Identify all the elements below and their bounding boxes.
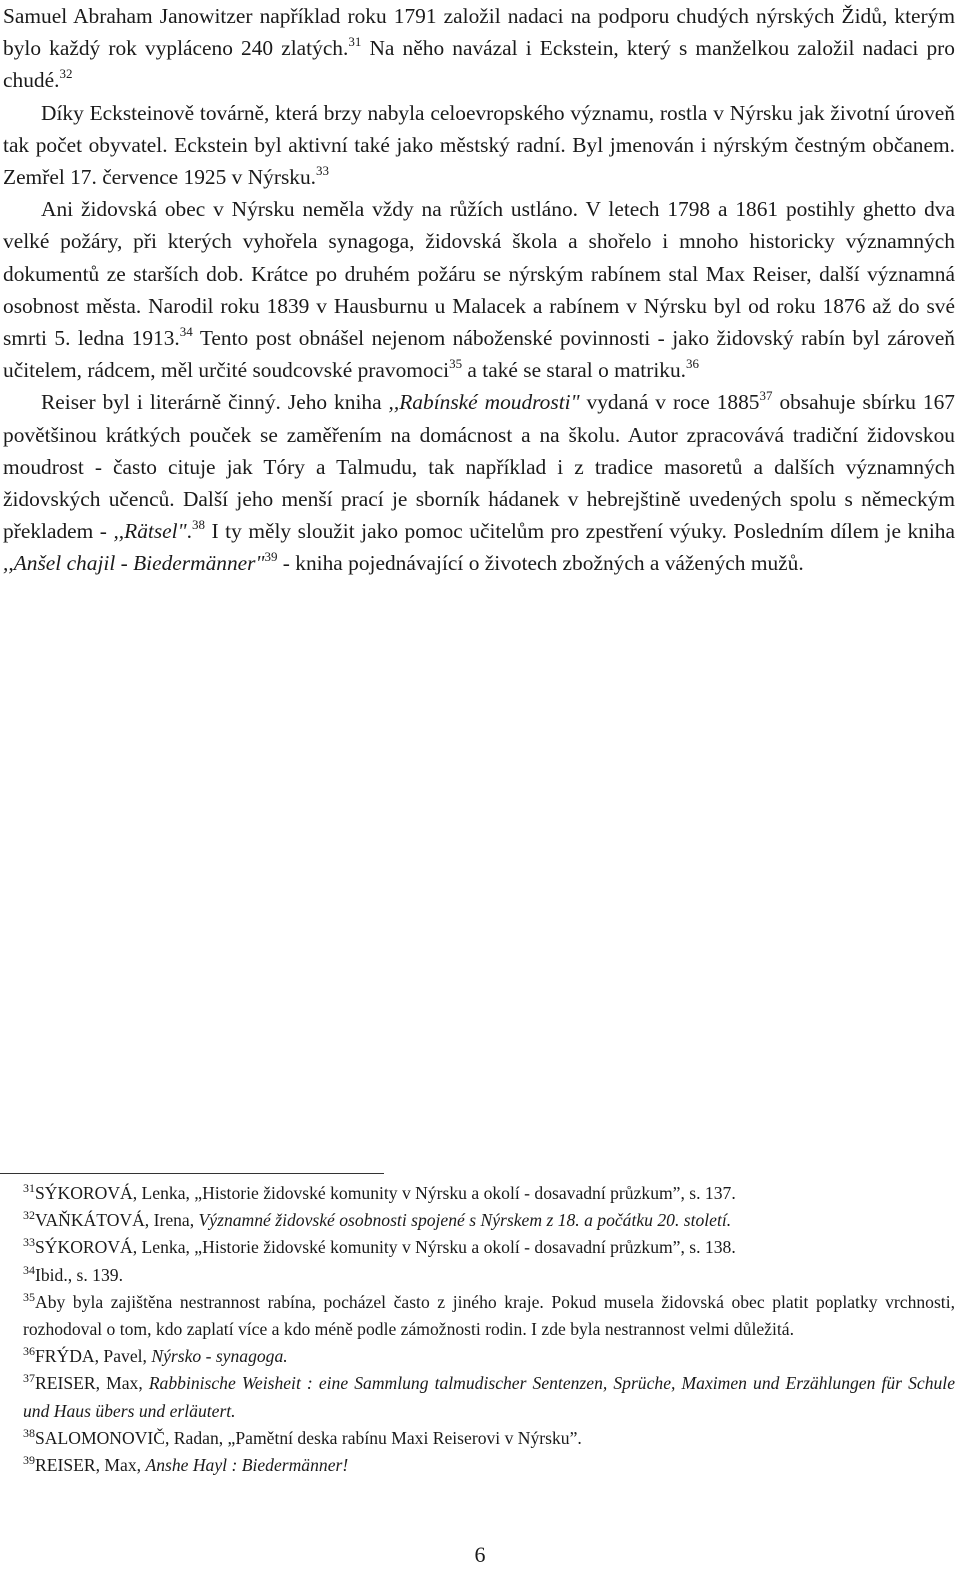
text-run: Díky Ecksteinově továrně, která brzy nabyla celoevropského významu, rostla v Nýrsku jak životní úroveň tak počet obyvatel. Eckstein byl aktivní také jako městský radní. Byl jmenován i nýrským čestným občanem. Zemřel 17. července 1925 v Nýrsku. — [3, 100, 955, 190]
text-run: Samuel Abraham Janowitzer například roku 1791 založil nadaci na podporu chudých nýrských Židů, kterým bylo každý rok vypláceno 240 zlatých. — [3, 4, 955, 61]
paragraph-2 — [3, 97, 955, 194]
text-run: vydaná v roce 1885 — [579, 390, 760, 415]
text-run: Na něho navázal i Eckstein, který s manželkou založil nadaci pro chudé. — [3, 36, 956, 93]
footnote-text: FRÝDA, Pavel, — [35, 1346, 152, 1367]
footnote-text: SÝKOROVÁ, Lenka, „Historie židovské komunity v Nýrsku a okolí - dosavadní průzkum”, s. 137. — [35, 1183, 736, 1203]
footnote-text: SALOMONOVIČ, Radan, „Pamětní deska rabínu Maxi Reiserovi v Nýrsku”. — [35, 1427, 582, 1448]
text-run: obsahuje sbírku 167 povětšinou krátkých pouček se zaměřením na domácnost a na školu. Autor zpracovává tradiční židovskou moudrost - často cituje jak Tóry a Talmudu, tak například i z tradice masoretů a dalších významných židovských učenců. Další jeho menší prací je sborník hádanek v hebrejštině uvedených spolu s německým překladem - — [3, 390, 955, 544]
footnote-ref-32[interactable]: 32 — [59, 66, 73, 82]
footnote-title: Rabbinische Weisheit : eine Sammlung talmudischer Sentenzen, Sprüche, Maximen und Erzählungen für Schule und Haus übers und erläutert. — [23, 1373, 955, 1421]
footnote-number: 31 — [23, 1181, 35, 1195]
footnote — [3, 1262, 955, 1289]
footnote-text: REISER, Max, — [35, 1455, 146, 1476]
footnote-ref-35[interactable]: 35 — [449, 356, 463, 372]
footnote-number: 38 — [23, 1425, 35, 1440]
text-run: . — [186, 519, 192, 544]
footnote-title: Významné židovské osobnosti spojené s Nýrskem z 18. a počátku 20. století. — [198, 1210, 732, 1231]
footnote-number: 37 — [23, 1371, 35, 1386]
book-title: ,,Rätsel" — [113, 519, 187, 544]
paragraph-4 — [3, 386, 955, 579]
footnotes — [3, 1180, 955, 1479]
footnote-separator — [0, 1173, 384, 1174]
footnote-number: 33 — [23, 1235, 35, 1250]
footnote-ref-37[interactable]: 37 — [759, 388, 773, 404]
paragraph-3 — [3, 193, 955, 386]
footnote — [3, 1452, 955, 1479]
book-title: ,,Rabínské moudrosti" — [388, 390, 580, 415]
footnote-text: REISER, Max, — [35, 1373, 149, 1394]
book-title: ,,Anšel chajil - Biedermänner" — [3, 551, 265, 576]
footnote-ref-36[interactable]: 36 — [686, 356, 700, 372]
footnote-number: 34 — [23, 1262, 35, 1277]
page-number: 6 — [474, 1542, 486, 1567]
footnote-text: VAŇKÁTOVÁ, Irena, — [35, 1210, 199, 1231]
footnote — [3, 1234, 955, 1261]
footnote-ref-31[interactable]: 31 — [348, 34, 362, 50]
footnote-text: Ibid., s. 139. — [35, 1264, 123, 1285]
footnote-ref-33[interactable]: 33 — [316, 163, 330, 179]
body-text — [3, 0, 955, 580]
footnote-number: 36 — [23, 1344, 35, 1359]
text-run: Tento post obnášel nejenom náboženské povinnosti - jako židovský rabín byl zároveň učitelem, rádcem, měl určité soudcovské pravomoci — [3, 326, 956, 383]
footnote-title: Anshe Hayl : Biedermänner! — [145, 1455, 349, 1476]
footnote-number: 39 — [23, 1453, 35, 1468]
footnote — [3, 1370, 955, 1424]
footnote — [3, 1180, 955, 1207]
footnote — [3, 1207, 955, 1234]
text-run: Reiser byl i literárně činný. Jeho kniha — [41, 390, 389, 415]
footnote-number: 35 — [23, 1289, 35, 1304]
footnote — [3, 1289, 955, 1343]
footnote-text: SÝKOROVÁ, Lenka, „Historie židovské komunity v Nýrsku a okolí - dosavadní průzkum”, s. 138. — [35, 1237, 736, 1258]
footnote — [3, 1343, 955, 1370]
paragraph-1 — [3, 0, 955, 97]
text-run: - kniha pojednávající o životech zbožných a vážených mužů. — [277, 551, 804, 576]
footnote-ref-34[interactable]: 34 — [179, 324, 193, 340]
footnote-ref-39[interactable]: 39 — [264, 549, 278, 565]
footnote-ref-38[interactable]: 38 — [191, 517, 205, 533]
footnote-title: Nýrsko - synagoga. — [151, 1346, 288, 1367]
text-run: Ani židovská obec v Nýrsku neměla vždy na růžích ustláno. V letech 1798 a 1861 postihly ghetto dva velké požáry, při kterých vyhořela synagoga, židovská škola a shořelo i mnoho historicky významných dokumentů ze starších dob. Krátce po druhém požáru se nýrským rabínem stal Max Reiser, další významná osobnost města. Narodil roku 1839 v Hausburnu u Malacek a rabínem v Nýrsku byl od roku 1876 až do své smrti 5. ledna 1913. — [3, 197, 955, 351]
footnote — [3, 1425, 955, 1452]
text-run: I ty měly sloužit jako pomoc učitelům pro zpestření výuky. Posledním dílem je kniha — [204, 519, 955, 544]
footnote-text: Aby byla zajištěna nestrannost rabína, pocházel často z jiného kraje. Pokud musela židovská obec platit poplatky vrchnosti, rozhodoval o tom, kdo zaplatí více a kdo méně podle zámožnosti rodin. I zde byla nestrannost velmi důležitá. — [23, 1291, 955, 1340]
footnote-number: 32 — [23, 1208, 35, 1223]
text-run: a také se staral o matriku. — [462, 358, 687, 383]
